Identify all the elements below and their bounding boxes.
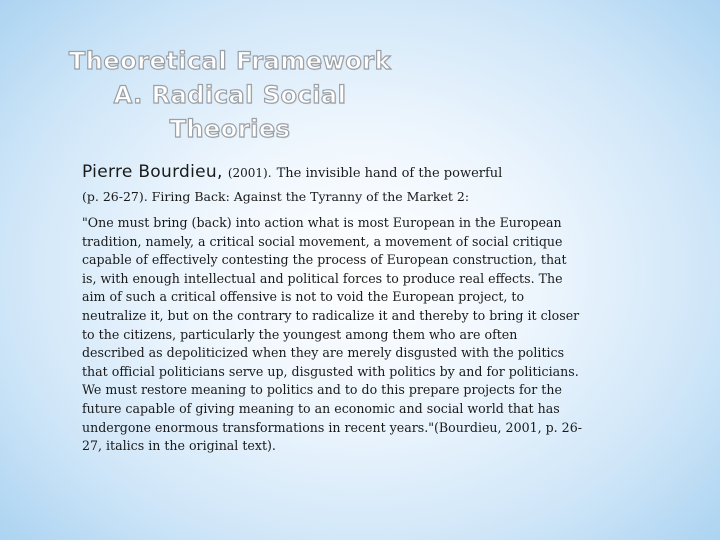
slide-title-line1: Theoretical Framework (68, 47, 392, 75)
slide-title (60, 44, 400, 146)
citation-title: The invisible hand of the powerful (276, 166, 503, 181)
citation-line2: (p. 26-27). Firing Back: Against the Tyranny of the Market 2: (82, 189, 470, 204)
citation (82, 162, 602, 204)
citation-author: Pierre Bourdieu, (82, 162, 223, 182)
slide-title-line2: A. Radical Social Theories (113, 81, 347, 143)
citation-line1 (82, 162, 602, 184)
quote-text: "One must bring (back) into action what is most European in the European tradition, namely, a critical social movement, a movement of social critique capable of effectively contesting the process of European construction, that is, with enough intellectual and political forces to produce real effects. The aim of such a critical offensive is not to void the European project, to neutralize it, but on the contrary to radicalize it and thereby to bring it closer to the citizens, particularly the youngest among them who are often described as depoliticized when they are merely disgusted with the politics that official politicians serve up, disgusted with politics by and for politicians. We must restore meaning to politics and to do this prepare projects for the future capable of giving meaning to an economic and social world that has undergone enormous transformations in recent years."(Bourdieu, 2001, p. 26-27, italics in the original text). (82, 215, 582, 454)
citation-year: (2001). (227, 166, 272, 180)
